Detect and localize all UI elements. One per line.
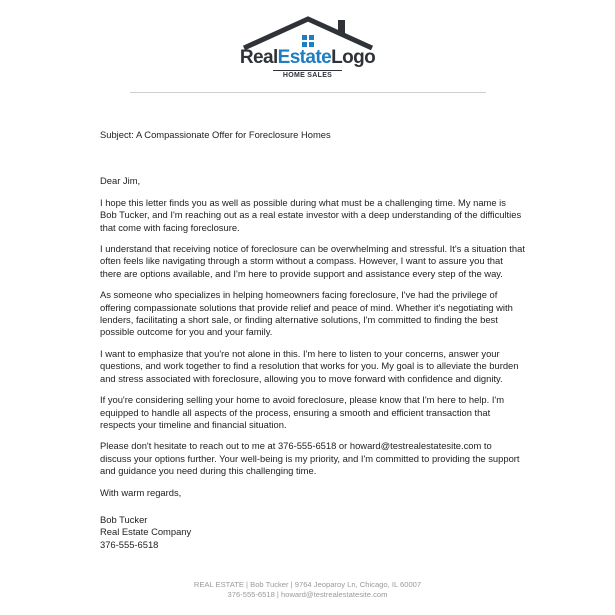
letter-paragraph: I understand that receiving notice of foreclosure can be overwhelming and stressful. It's a situation that often feels like navigating through a storm without a compass. However, I want to assure you that there are options available, and I'm here to provide support and assistance every step of the way. <box>100 243 525 279</box>
letter-paragraph: If you're considering selling your home to avoid foreclosure, please know that I'm here to help. I'm equipped to handle all aspects of the process, ensuring a smooth and efficient transaction that respects your timeline and financial situation. <box>100 394 505 430</box>
letter-body <box>100 129 525 551</box>
signature-name: Bob Tucker <box>100 513 148 525</box>
house-roof-icon <box>240 16 376 50</box>
logo-tagline <box>0 70 615 80</box>
letter-paragraph: As someone who specializes in helping homeowners facing foreclosure, I've had the privilege of offering compassionate solutions that provide relief and peace of mind. Whether it's negotiating with lenders, facilitating a short sale, or finding alternative solutions, I'm committed to finding the best possible outcome for you and your family. <box>100 289 513 338</box>
footer-contact-line: 376-555-6518 | howard@testrealestatesite.com <box>227 590 388 599</box>
signature-phone: 376-555-6518 <box>100 538 159 550</box>
letter-greeting: Dear Jim, <box>100 175 141 187</box>
page-footer <box>0 580 615 600</box>
logo-wordmark <box>0 47 615 69</box>
signature-company: Real Estate Company <box>100 526 192 538</box>
header-divider <box>130 92 486 93</box>
logo-word-real: Real <box>239 47 278 68</box>
logo-word-estate: Estate <box>277 47 332 68</box>
letter-paragraph: Please don't hesitate to reach out to me at 376-555-6518 or howard@testrealestatesite.com to discuss your options further. Your well-being is my priority, and I'm committed to providing the support and guidance you need during this challenging time. <box>100 440 520 477</box>
logo-tagline-text: HOME SALES <box>273 70 342 80</box>
letter-paragraph: I want to emphasize that you're not alone in this. I'm here to listen to your concerns, answer your questions, and work together to find a resolution that works for you. My goal is to alleviate the burden and stress associated with foreclosure, allowing you to move forward with confidence and dignity. <box>100 347 519 384</box>
company-logo <box>0 0 615 84</box>
logo-word-logo: Logo <box>331 47 376 68</box>
footer-address-line: REAL ESTATE | Bob Tucker | 9764 Jeoparoy Ln, Chicago, IL 60007 <box>193 580 422 589</box>
letter-paragraph: I hope this letter finds you as well as possible during what must be a challenging time. My name is Bob Tucker, and I'm reaching out as a real estate investor with a deep understanding of the difficulties that come with facing foreclosure. <box>100 196 522 233</box>
letter-subject: Subject: A Compassionate Offer for Foreclosure Homes <box>100 129 331 140</box>
letter-closing: With warm regards, <box>100 486 182 498</box>
